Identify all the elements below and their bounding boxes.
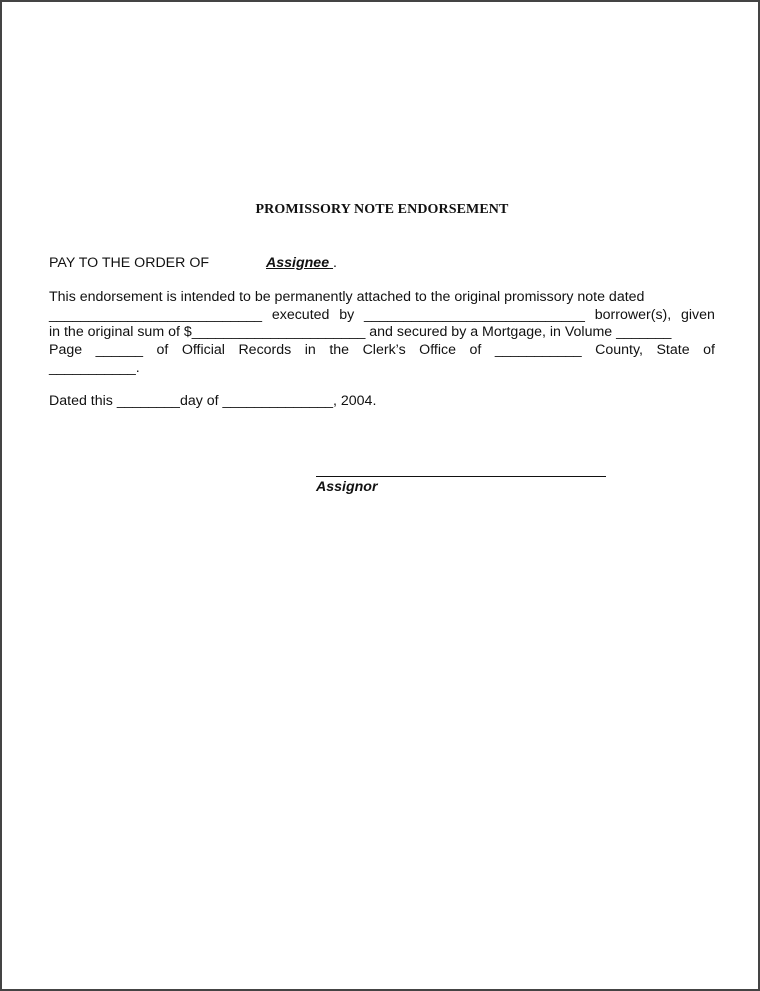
paragraph-line-1: This endorsement is intended to be permanently attached to the original promissory note dated bbox=[49, 289, 645, 305]
word: Official bbox=[181, 342, 225, 358]
word: of bbox=[703, 342, 715, 358]
assignor-label: Assignor bbox=[316, 479, 378, 495]
word: Clerk’s bbox=[362, 342, 406, 358]
paragraph-line-5: ___________. bbox=[49, 360, 140, 376]
word: by bbox=[339, 307, 355, 323]
signature-line bbox=[316, 476, 606, 477]
dated-line: Dated this ________day of ______________, 2004. bbox=[49, 393, 377, 409]
word: County, bbox=[595, 342, 643, 358]
assignee-period: . bbox=[333, 255, 337, 271]
word: Office bbox=[419, 342, 456, 358]
paragraph-line-2 bbox=[49, 307, 715, 324]
paragraph-line-3: in the original sum of $______________________ and secured by a Mortgage, in Volume _______ bbox=[49, 324, 672, 340]
word: given bbox=[681, 307, 715, 323]
note-date-blank: ___________________________ bbox=[49, 307, 263, 323]
word: the bbox=[329, 342, 350, 358]
assignee-wrap bbox=[266, 255, 337, 272]
word: executed bbox=[271, 307, 330, 323]
word: in bbox=[304, 342, 316, 358]
paragraph-line-4 bbox=[49, 342, 715, 359]
word: of bbox=[156, 342, 169, 358]
borrower-blank: ____________________________ bbox=[364, 307, 585, 323]
word: Page bbox=[49, 342, 83, 358]
pay-to-line bbox=[49, 255, 715, 272]
document-title: PROMISSORY NOTE ENDORSEMENT bbox=[255, 202, 509, 217]
word: Records bbox=[238, 342, 292, 358]
word: State bbox=[656, 342, 690, 358]
page-blank: ______ bbox=[95, 342, 143, 358]
county-blank: ___________ bbox=[494, 342, 582, 358]
word: borrower(s), bbox=[594, 307, 672, 323]
pay-to-label: PAY TO THE ORDER OF bbox=[49, 255, 210, 271]
word: of bbox=[469, 342, 482, 358]
assignee-label: Assignee bbox=[266, 255, 330, 271]
